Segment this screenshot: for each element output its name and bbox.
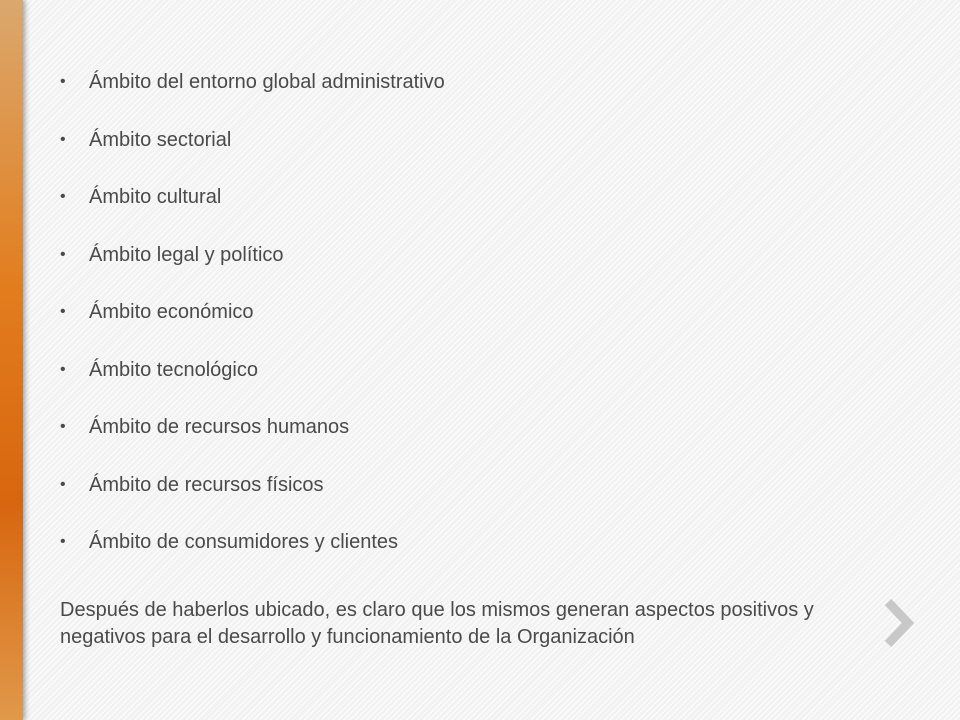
bullet-text: Ámbito económico (89, 301, 254, 323)
bullet-text: Ámbito de recursos humanos (89, 416, 350, 438)
list-item (60, 120, 445, 178)
list-item (60, 407, 445, 465)
bullet-icon: • (60, 360, 66, 378)
accent-side-bar (0, 0, 23, 720)
bullet-icon: • (60, 475, 66, 493)
bullet-icon: • (60, 418, 66, 435)
bullet-text: Ámbito legal y político (89, 243, 284, 266)
list-item (60, 350, 445, 408)
list-item (60, 522, 445, 580)
bullet-icon: • (60, 533, 66, 550)
bullet-icon: • (60, 188, 66, 205)
list-item (60, 292, 445, 350)
bullet-list (60, 62, 445, 580)
bullet-text: Ámbito del entorno global administrativo (89, 71, 445, 93)
list-item (60, 235, 445, 293)
chevron-right-icon (880, 598, 916, 648)
list-item (60, 62, 445, 120)
bullet-text: Ámbito cultural (89, 186, 222, 208)
bullet-text: Ámbito tecnológico (89, 358, 258, 381)
bullet-icon: • (60, 303, 66, 320)
bullet-text: Ámbito de consumidores y clientes (89, 531, 399, 553)
next-slide-button[interactable] (880, 598, 916, 648)
bullet-icon: • (60, 130, 66, 148)
list-item (60, 177, 445, 235)
bullet-icon: • (60, 73, 66, 90)
list-item (60, 465, 445, 523)
bullet-text: Ámbito de recursos físicos (89, 473, 324, 496)
closing-paragraph: Después de haberlos ubicado, es claro que los mismos generan aspectos positivos y negativos para el desarrollo y funcionamiento de la Organización (60, 599, 814, 648)
bullet-icon: • (60, 245, 66, 263)
bullet-text: Ámbito sectorial (89, 128, 232, 151)
